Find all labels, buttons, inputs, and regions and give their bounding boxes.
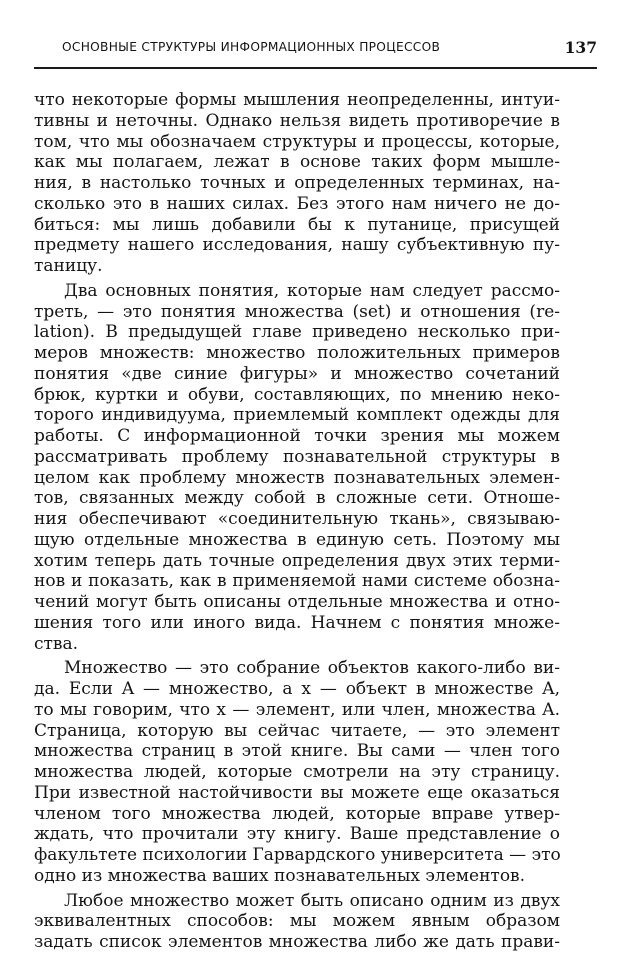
text-line: торого индивидуума, приемлемый комплект одежды для <box>34 405 560 426</box>
text-line: меров множеств: множество положительных примеров <box>34 343 560 363</box>
text-line: тов, связанных между собой в сложные сети. Отноше- <box>34 488 560 509</box>
text-line: треть, — это понятия множества (set) и отношения (re- <box>34 301 560 322</box>
text-line: рассматривать проблему познавательной структуры в <box>34 446 560 467</box>
text-line: том, что мы обозначаем структуры и процессы, которые, <box>34 131 560 152</box>
text-line: тивны и неточны. Однако нельзя видеть противоречие в <box>34 110 560 131</box>
paragraph <box>34 90 560 277</box>
text-line: Страница, которую вы сейчас читаете, — это элемент <box>34 720 560 741</box>
text-line: сколько это в наших силах. Без этого нам ничего не до- <box>34 193 560 214</box>
text-line: Два основных понятия, которые нам следует рассмо- <box>64 280 560 301</box>
paragraph <box>34 658 560 886</box>
text-line: При известной настойчивости вы можете еще оказаться <box>34 782 560 803</box>
text-line: биться: мы лишь добавили бы к путанице, присущей <box>34 214 560 235</box>
text-line: факультете психологии Гарвардского университета — это <box>34 845 561 865</box>
text-line: что некоторые формы мышления неопределенны, интуи- <box>34 90 560 110</box>
text-line: да. Если A — множество, а x — объект в множестве A, <box>34 679 560 699</box>
paragraph <box>34 281 560 655</box>
header-rule <box>34 67 597 69</box>
text-line: шения того или иного вида. Начнем с понятия множе- <box>34 612 560 633</box>
text-line: нов и показать, как в применяемой нами системе обозна- <box>34 571 560 592</box>
body-text <box>34 90 560 953</box>
text-line: множества страниц в этой книге. Вы сами — член того <box>34 741 560 762</box>
text-line: работы. С информационной точки зрения мы можем <box>34 426 560 446</box>
text-line: ства. <box>34 633 79 654</box>
text-line: чений могут быть описаны отдельные множества и отно- <box>34 592 560 612</box>
page-number: 137 <box>564 38 597 57</box>
running-header <box>62 38 597 64</box>
text-line: ждать, что прочитали эту книгу. Ваше представление о <box>34 824 560 845</box>
text-line: предмету нашего исследования, нашу субъективную пу- <box>34 235 560 256</box>
text-line: lation). В предыдущей главе приведено несколько при- <box>34 322 560 343</box>
text-line: одно из множества ваших познавательных элементов. <box>34 865 526 886</box>
text-line: целом как проблему множеств познавательных элемен- <box>34 467 560 488</box>
text-line: множества людей, которые смотрели на эту страницу. <box>34 762 560 782</box>
text-line: как мы полагаем, лежат в основе таких форм мышле- <box>34 152 560 173</box>
running-title: ОСНОВНЫЕ СТРУКТУРЫ ИНФОРМАЦИОННЫХ ПРОЦЕССОВ <box>62 40 441 54</box>
text-line: понятия «две синие фигуры» и множество сочетаний <box>34 363 560 384</box>
text-line: таницу. <box>34 256 103 276</box>
text-line: ния обеспечивают «соединительную ткань», связываю- <box>34 509 560 529</box>
text-line: ния, в настолько точных и определенных терминах, на- <box>34 173 560 193</box>
text-line: эквивалентных способов: мы можем явным образом <box>34 911 560 932</box>
text-line: хотим теперь дать точные определения двух этих терми- <box>34 550 560 571</box>
text-line: членом того множества людей, которые вправе утвер- <box>34 803 560 824</box>
text-line: задать список элементов множества либо же дать прави- <box>34 932 560 952</box>
text-line: Множество — это собрание объектов какого-либо ви- <box>64 658 560 679</box>
text-line: брюк, куртки и обуви, составляющих, по мнению неко- <box>34 384 560 405</box>
text-line: то мы говорим, что x — элемент, или член, множества A. <box>34 699 560 720</box>
text-line: Любое множество может быть описано одним из двух <box>64 890 560 911</box>
text-line: щую отдельные множества в единую сеть. Поэтому мы <box>34 529 560 550</box>
paragraph <box>34 891 560 953</box>
